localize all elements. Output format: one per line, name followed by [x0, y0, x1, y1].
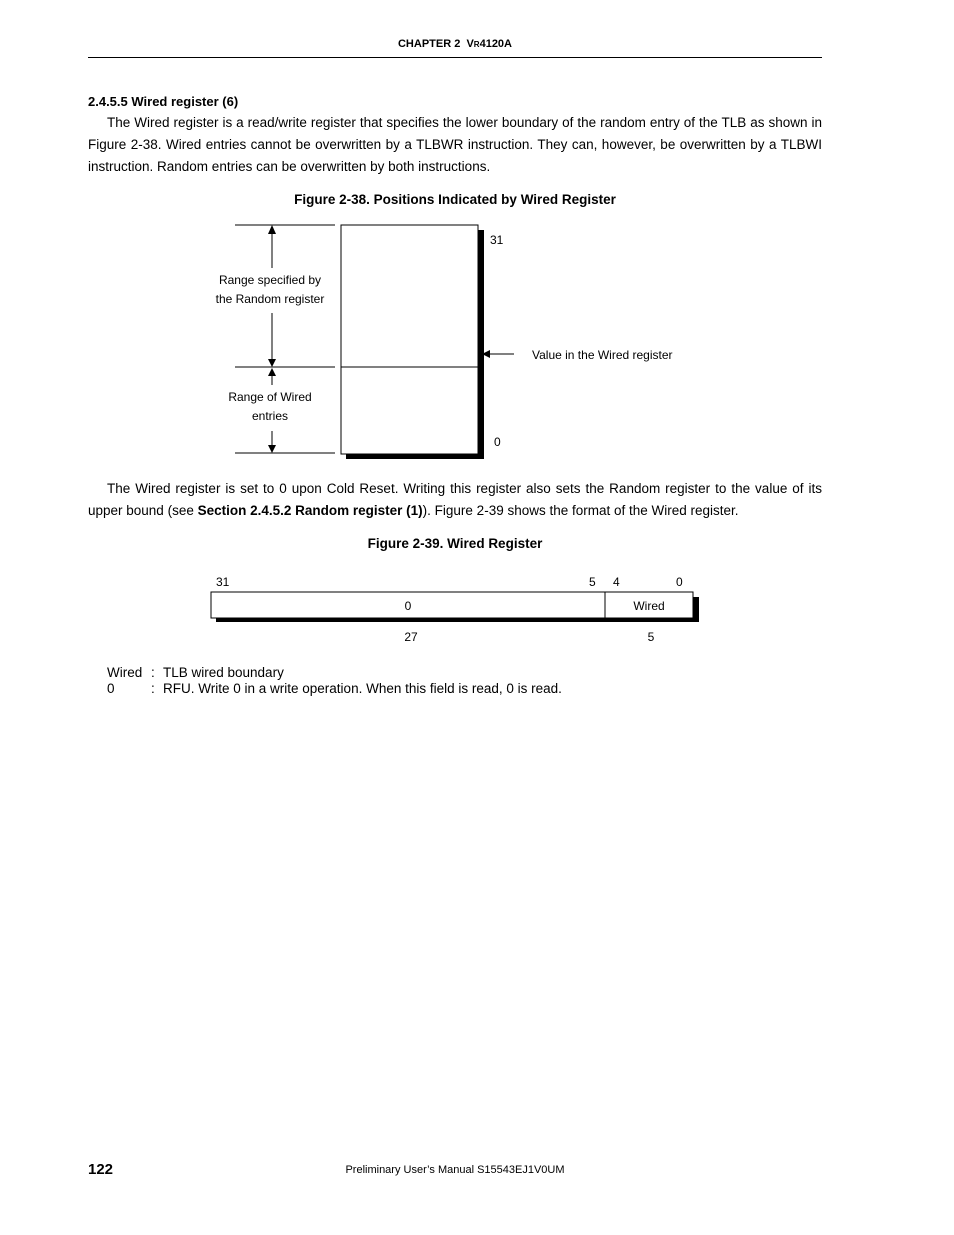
- register-width-wired: 5: [647, 630, 655, 644]
- bit-31-label: 31: [216, 575, 230, 589]
- chapter-r: R: [473, 40, 480, 49]
- chapter-v: V: [466, 38, 474, 50]
- column-top-index: 31: [490, 233, 504, 247]
- paragraph-2-section-ref: Section 2.4.5.2 Random register (1): [197, 503, 423, 518]
- arrow-head-down-1: [268, 359, 276, 367]
- bit-5-label: 5: [589, 575, 596, 589]
- bit-4-label: 4: [613, 575, 620, 589]
- field-legend: [107, 665, 827, 697]
- paragraph-2: [88, 478, 822, 522]
- wired-range-label: Range of Wired entries: [228, 390, 312, 423]
- figure-38-title: Figure 2-38. Positions Indicated by Wired Register: [294, 192, 616, 207]
- paragraph-1-text: The Wired register is a read/write register that specifies the lower boundary of the random entry of the TLB as shown in Figure 2-38. Wired entries cannot be overwritten by a TLBWR instruction. They can, however, be overwritten by a TLBWI instruction. Random entries can be overwritten by both instructions.: [88, 115, 822, 174]
- paragraph-2-text-b: ). Figure 2-39 shows the format of the Wired register.: [422, 503, 739, 518]
- chapter-label: CHAPTER 2: [397, 38, 461, 50]
- wired-pointer-label: Value in the Wired register: [532, 348, 673, 362]
- random-range-label: Range specified by the Random register: [215, 273, 325, 306]
- register-field-rfu: 0: [404, 599, 412, 613]
- arrow-head-up-1: [268, 225, 276, 234]
- chapter-model: 4120A: [479, 38, 512, 50]
- arrow-head-up-2: [268, 368, 276, 376]
- bit-0-label: 0: [676, 575, 683, 589]
- legend-item: Wired : TLB wired boundary: [107, 665, 284, 680]
- register-field-wired: Wired: [633, 599, 665, 613]
- figure-39-title: Figure 2-39. Wired Register: [367, 536, 543, 551]
- entry-column: [341, 225, 478, 454]
- section-title: 2.4.5.5 Wired register (6): [88, 94, 239, 109]
- footer-manual-id: Preliminary User’s Manual S15543EJ1V0UM: [345, 1164, 565, 1176]
- column-bottom-index: 0: [494, 435, 501, 449]
- paragraph-2-text-a: The Wired register is set to 0 upon Cold Reset. Writing this register also sets the Random register to the value of its upper bound (see: [88, 481, 822, 518]
- legend-item: 0 : RFU. Write 0 in a write operation. When this field is read, 0 is read.: [107, 681, 562, 696]
- arrow-head-down-2: [268, 445, 276, 453]
- register-width-rfu: 27: [404, 630, 418, 644]
- page-number: 122: [88, 1161, 114, 1178]
